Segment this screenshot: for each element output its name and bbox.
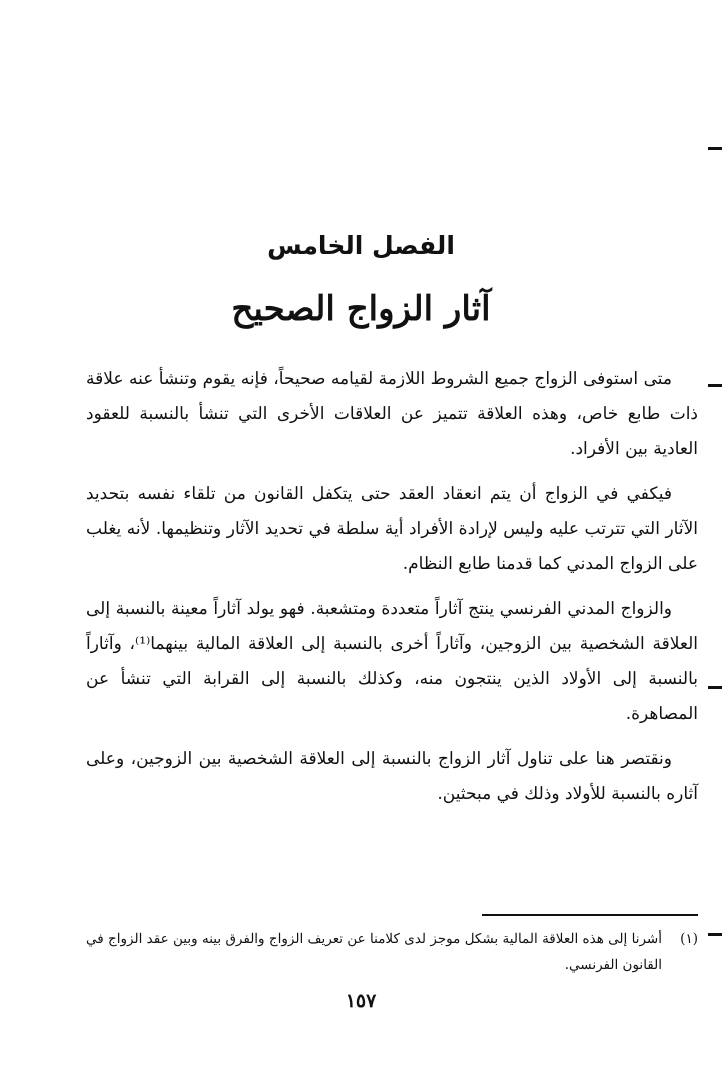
chapter-title: آثار الزواج الصحيح (231, 289, 491, 329)
footnote-divider (482, 914, 698, 916)
scan-edge-mark (708, 686, 722, 689)
page-number: ١٥٧ (345, 990, 377, 1012)
footnote-text: أشرنا إلى هذه العلاقة المالية بشكل موجز لدى كلامنا عن تعريف الزواج والفرق بينه وبين عقد الزواج في القانون الفرنسي. (86, 931, 662, 973)
body-text (86, 362, 698, 822)
footnote (86, 926, 698, 978)
footnote-marker: (١) (680, 931, 698, 947)
scan-edge-mark (708, 933, 722, 936)
paragraph-3: والزواج المدني الفرنسي ينتج آثاراً متعددة ومتشعبة. فهو يولد آثاراً معينة بالنسبة إلى العلاقة الشخصية بين الزوجين، وآثاراً أخرى بالنسبة إلى العلاقة المالية بينهما⁽¹⁾، وآثاراً بالنسبة إلى الأولاد الذين ينتجون منه، وكذلك بالنسبة إلى القرابة التي تنشأ عن المصاهرة. (86, 599, 699, 724)
chapter-label: الفصل الخامس (267, 231, 455, 260)
paragraph-1: متى استوفى الزواج جميع الشروط اللازمة لقيامه صحيحاً، فإنه يقوم وتنشأ عنه علاقة ذات طابع خاص، وهذه العلاقة تتميز عن العلاقات الأخرى التي تنشأ بالنسبة للعقود العادية بين الأفراد. (86, 369, 698, 459)
paragraph-2: فيكفي في الزواج أن يتم انعقاد العقد حتى يتكفل القانون من تلقاء نفسه بتحديد الآثار التي تترتب عليه وليس لإرادة الأفراد أية سلطة في تحديد الآثار وتنظيمها. لأنه يغلب على الزواج المدني كما قدمنا طابع النظام. (86, 484, 698, 574)
scan-edge-mark (708, 384, 722, 387)
paragraph-4: ونقتصر هنا على تناول آثار الزواج بالنسبة إلى العلاقة الشخصية بين الزوجين، وعلى آثاره بالنسبة للأولاد وذلك في مبحثين. (86, 749, 698, 804)
scan-edge-mark (708, 147, 722, 150)
